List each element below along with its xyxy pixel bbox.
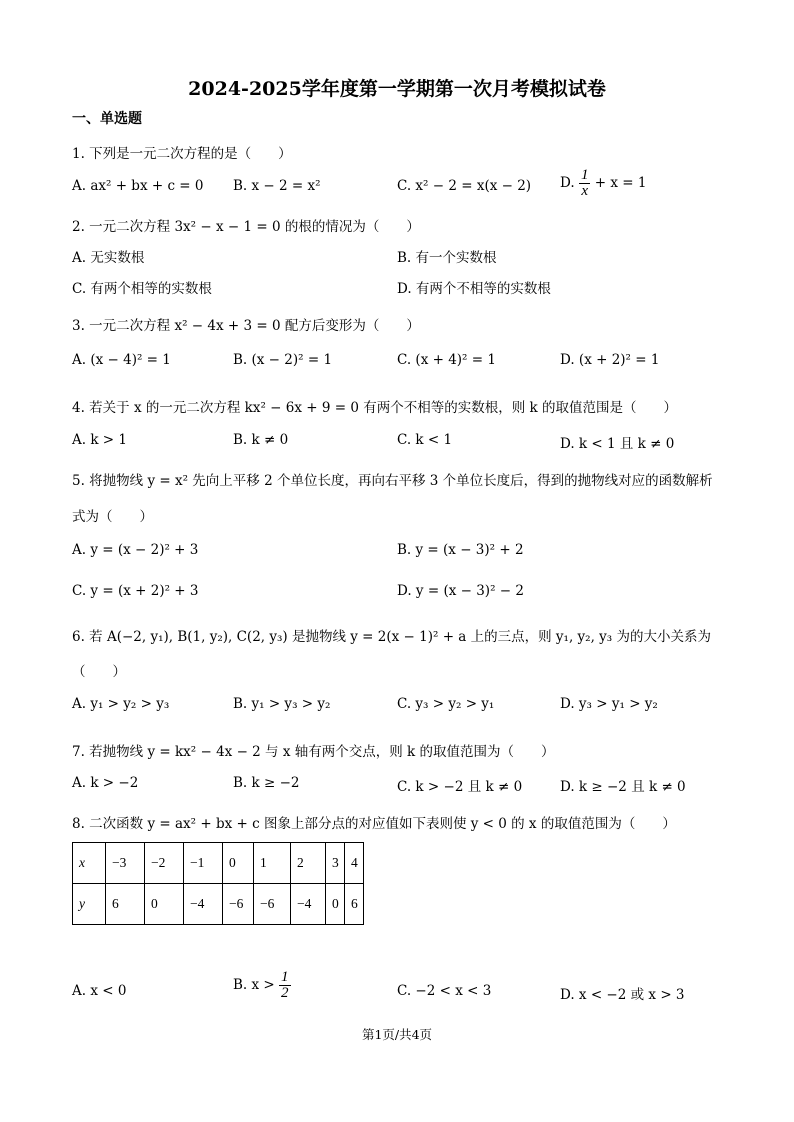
question-1-stem: 1. 下列是一元二次方程的是（ ） (72, 146, 292, 162)
q5-option-b: B. y = (x − 3)² + 2 (397, 542, 524, 558)
q2-option-c: C. 有两个相等的实数根 (72, 281, 212, 297)
q4-option-c: C. k < 1 (397, 432, 453, 448)
table-cell: −6 (223, 884, 254, 925)
q8-option-b-fraction (279, 970, 291, 1001)
value-table (72, 842, 364, 925)
q2-option-d: D. 有两个不相等的实数根 (397, 281, 551, 297)
table-header-x: x (73, 843, 106, 884)
table-cell: −1 (184, 843, 223, 884)
table-cell: 0 (326, 884, 345, 925)
fraction-denominator: x (581, 183, 589, 199)
q1-option-d-label: D. (560, 175, 575, 191)
table-row (73, 884, 364, 925)
q1-option-d-tail: + x = 1 (594, 175, 647, 191)
q4-option-a: A. k > 1 (72, 432, 127, 448)
table-cell: −4 (184, 884, 223, 925)
q6-option-d: D. y₃ > y₁ > y₂ (560, 696, 658, 712)
q8-option-b-label: B. (233, 977, 248, 993)
table-cell: 6 (345, 884, 364, 925)
fraction-denominator: 2 (281, 985, 289, 1001)
question-5-stem-line1: 5. 将抛物线 y = x² 先向上平移 2 个单位长度，再向右平移 3 个单位长度后，得到的抛物线对应的函数解析 (72, 473, 713, 489)
table-cell: 4 (345, 843, 364, 884)
q3-option-b: B. (x − 2)² = 1 (233, 352, 333, 368)
q7-option-d: D. k ≥ −2 且 k ≠ 0 (560, 779, 686, 795)
fraction-numerator: 1 (281, 969, 289, 985)
q5-option-a: A. y = (x − 2)² + 3 (72, 542, 199, 558)
q7-option-b: B. k ≥ −2 (233, 775, 300, 791)
q5-option-c: C. y = (x + 2)² + 3 (72, 583, 199, 599)
fraction-numerator: 1 (580, 167, 589, 183)
q8-option-b-lead: x > (251, 977, 275, 993)
page-title: 2024-2025学年度第一学期第一次月考模拟试卷 (188, 78, 606, 100)
question-5-stem-line2: 式为（ ） (72, 509, 153, 525)
table-cell: 6 (106, 884, 145, 925)
table-cell: 0 (223, 843, 254, 884)
table-cell: −4 (291, 884, 326, 925)
page-footer: 第1页/共4页 (361, 1027, 433, 1042)
table-cell: 1 (254, 843, 291, 884)
question-6-stem-line2: （ ） (72, 664, 126, 680)
table-row (73, 843, 364, 884)
q5-option-d: D. y = (x − 3)² − 2 (397, 583, 524, 599)
table-cell: 2 (291, 843, 326, 884)
table-cell: 0 (145, 884, 184, 925)
q8-option-b (233, 970, 291, 1001)
q1-option-b: B. x − 2 = x² (233, 178, 321, 194)
q4-option-d: D. k < 1 且 k ≠ 0 (560, 436, 675, 452)
q7-option-c: C. k > −2 且 k ≠ 0 (397, 779, 523, 795)
q6-option-a: A. y₁ > y₂ > y₃ (72, 696, 170, 712)
question-7-stem: 7. 若抛物线 y = kx² − 4x − 2 与 x 轴有两个交点，则 k 的取值范围为（ ） (72, 744, 555, 760)
q3-option-d: D. (x + 2)² = 1 (560, 352, 660, 368)
q1-option-a: A. ax² + bx + c = 0 (72, 178, 204, 194)
q8-option-c: C. −2 < x < 3 (397, 983, 492, 999)
table-cell: 3 (326, 843, 345, 884)
q2-option-b: B. 有一个实数根 (397, 250, 497, 266)
q8-option-a: A. x < 0 (72, 983, 127, 999)
table-header-y: y (73, 884, 106, 925)
q3-option-a: A. (x − 4)² = 1 (72, 352, 171, 368)
question-4-stem: 4. 若关于 x 的一元二次方程 kx² − 6x + 9 = 0 有两个不相等的实数根，则 k 的取值范围是（ ） (72, 400, 677, 416)
q6-option-b: B. y₁ > y₃ > y₂ (233, 696, 331, 712)
section-heading: 一、单选题 (72, 111, 142, 127)
q7-option-a: A. k > −2 (72, 775, 139, 791)
q1-option-d-fraction (579, 168, 591, 199)
q4-option-b: B. k ≠ 0 (233, 432, 289, 448)
q1-option-d (560, 168, 646, 199)
question-6-stem-line1: 6. 若 A(−2, y₁), B(1, y₂), C(2, y₃) 是抛物线 y = 2(x − 1)² + a 上的三点，则 y₁, y₂, y₃ 为的大小关系为 (72, 629, 712, 645)
question-8-stem: 8. 二次函数 y = ax² + bx + c 图象上部分点的对应值如下表则使 y < 0 的 x 的取值范围为（ ） (72, 816, 676, 832)
q1-option-c: C. x² − 2 = x(x − 2) (397, 178, 532, 194)
table-cell: −6 (254, 884, 291, 925)
q6-option-c: C. y₃ > y₂ > y₁ (397, 696, 495, 712)
table-cell: −3 (106, 843, 145, 884)
q2-option-a: A. 无实数根 (72, 250, 145, 266)
table-cell: −2 (145, 843, 184, 884)
q8-option-d: D. x < −2 或 x > 3 (560, 987, 685, 1003)
question-3-stem: 3. 一元二次方程 x² − 4x + 3 = 0 配方后变形为（ ） (72, 318, 420, 334)
question-2-stem: 2. 一元二次方程 3x² − x − 1 = 0 的根的情况为（ ） (72, 219, 420, 235)
q3-option-c: C. (x + 4)² = 1 (397, 352, 496, 368)
